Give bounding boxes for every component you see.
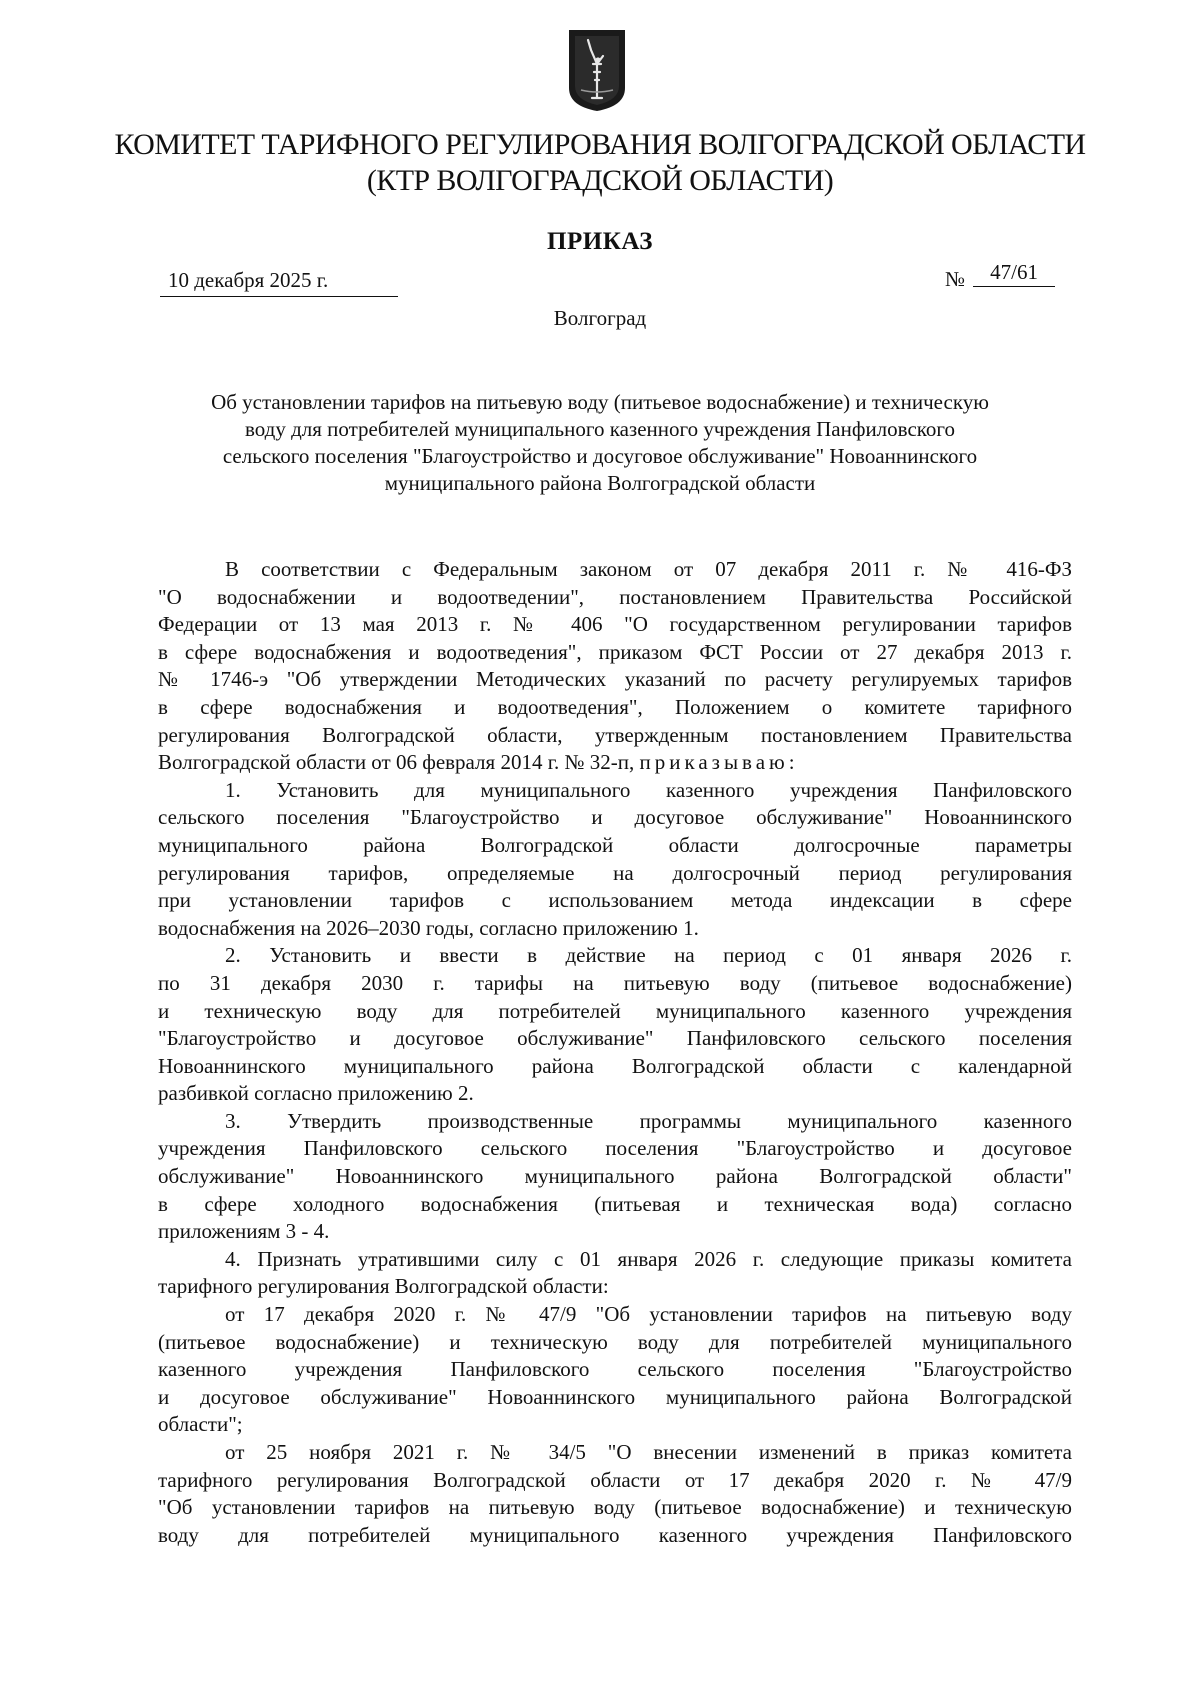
- body-line-text: регулирования Волгоградской области, утвержденным постановлением Правительства: [158, 722, 1072, 747]
- body-line: [158, 1384, 1072, 1412]
- body-line: [158, 970, 1072, 998]
- body-line: [158, 1053, 1072, 1081]
- body-line-text: при установлении тарифов с использованием метода индексации в сфере: [158, 888, 1072, 913]
- body-line: [158, 1329, 1072, 1357]
- body-line-text: "О водоснабжении и водоотведении", постановлением Правительства Российской: [158, 584, 1072, 609]
- body-line-text: от 17 декабря 2020 г. № 47/9 "Об установлении тарифов на питьевую воду: [225, 1302, 1072, 1327]
- body-line: [158, 1163, 1072, 1191]
- order-body: [158, 556, 1072, 1549]
- body-line-text: Федерации от 13 мая 2013 г. № 406 "О государственном регулировании тарифов: [158, 612, 1072, 637]
- body-line-text: водоснабжения на 2026–2030 годы, согласно приложению 1.: [158, 915, 699, 940]
- body-line: [158, 639, 1072, 667]
- body-line-text: В соответствии с Федеральным законом от 07 декабря 2011 г. № 416-ФЗ: [225, 557, 1072, 581]
- body-line-text: по 31 декабря 2030 г. тарифы на питьевую воду (питьевое водоснабжение): [158, 970, 1072, 995]
- body-line: [158, 694, 1072, 722]
- body-line: [158, 1301, 1072, 1329]
- body-line-text: регулирования тарифов, определяемые на долгосрочный период регулирования: [158, 860, 1072, 885]
- body-line-text: 3. Утвердить производственные программы муниципального казенного: [225, 1108, 1072, 1133]
- body-line-text: казенного учреждения Панфиловского сельского поселения "Благоустройство: [158, 1357, 1072, 1382]
- body-line: [158, 1080, 1072, 1108]
- body-line: [158, 1522, 1072, 1550]
- body-line: [158, 832, 1072, 860]
- body-line: [158, 1246, 1072, 1274]
- order-number: 47/61: [973, 258, 1055, 287]
- body-line-text: обслуживание" Новоаннинского муниципального района Волгоградской области": [158, 1164, 1072, 1189]
- body-line-text: "Об установлении тарифов на питьевую воду (питьевое водоснабжение) и техническую: [158, 1495, 1072, 1520]
- order-city: Волгоград: [553, 306, 647, 330]
- body-line-text: в сфере водоснабжения и водоотведения", Положением о комитете тарифного: [158, 694, 1072, 719]
- body-line: [158, 1467, 1072, 1495]
- order-subject: [150, 389, 1050, 497]
- subject-line: воду для потребителей муниципального казенного учреждения Панфиловского: [244, 417, 956, 441]
- body-line: [158, 777, 1072, 805]
- body-line-text: тарифного регулирования Волгоградской области:: [158, 1274, 609, 1299]
- body-line: [158, 1218, 1072, 1246]
- body-line-text: приложениям 3 - 4.: [158, 1219, 330, 1244]
- body-line: [158, 722, 1072, 750]
- body-line: [158, 998, 1072, 1026]
- subject-line: Об установлении тарифов на питьевую воду (питьевое водоснабжение) и техническую: [211, 390, 989, 414]
- order-number-block: [945, 260, 1055, 293]
- body-line-text: и досуговое обслуживание" Новоаннинского муниципального района Волгоградской: [158, 1384, 1072, 1409]
- body-line: [158, 1494, 1072, 1522]
- body-line: [158, 1025, 1072, 1053]
- body-line-text: тарифного регулирования Волгоградской области от 17 декабря 2020 г. № 47/9: [158, 1467, 1072, 1492]
- body-line-text: Волгоградской области от 06 февраля 2014 г. № 32-п,: [158, 750, 635, 775]
- body-line: [158, 804, 1072, 832]
- body-line-text: (питьевое водоснабжение) и техническую воду для потребителей муниципального: [158, 1329, 1072, 1354]
- body-line-text: муниципального района Волгоградской области долгосрочные параметры: [158, 832, 1072, 857]
- body-line: [158, 942, 1072, 970]
- body-line: [158, 749, 1072, 777]
- body-line-text: учреждения Панфиловского сельского поселения "Благоустройство и досуговое: [158, 1136, 1072, 1161]
- body-line-text: 2. Установить и ввести в действие на период с 01 января 2026 г.: [225, 943, 1072, 968]
- subject-line: сельского поселения "Благоустройство и досуговое обслуживание" Новоаннинского: [222, 444, 978, 468]
- body-line-text: 4. Признать утратившими силу с 01 января 2026 г. следующие приказы комитета: [225, 1246, 1072, 1271]
- document-type-heading: ПРИКАЗ: [547, 228, 653, 255]
- body-line: [158, 1135, 1072, 1163]
- body-line: [158, 666, 1072, 694]
- body-line-text: сельского поселения "Благоустройство и досуговое обслуживание" Новоаннинского: [158, 805, 1072, 830]
- body-line: [158, 1411, 1072, 1439]
- number-sign: №: [945, 267, 966, 291]
- body-line: [158, 584, 1072, 612]
- body-line-text: области";: [158, 1412, 243, 1437]
- body-line: [158, 1439, 1072, 1467]
- body-line-text: в сфере холодного водоснабжения (питьевая и техническая вода) согласно: [158, 1191, 1072, 1216]
- body-line-text: Новоаннинского муниципального района Волгоградской области с календарной: [158, 1053, 1072, 1078]
- body-line: [158, 1273, 1072, 1301]
- subject-line: муниципального района Волгоградской области: [384, 471, 816, 495]
- body-line: [158, 611, 1072, 639]
- order-date: 10 декабря 2025 г.: [160, 266, 398, 297]
- body-line-text: и техническую воду для потребителей муниципального казенного учреждения: [158, 998, 1072, 1023]
- body-line: [158, 860, 1072, 888]
- body-line: [158, 915, 1072, 943]
- body-line-text: в сфере водоснабжения и водоотведения", приказом ФСТ России от 27 декабря 2013 г.: [158, 639, 1072, 664]
- body-line: [158, 1108, 1072, 1136]
- body-line: [158, 1356, 1072, 1384]
- body-line-text: № 1746-э "Об утверждении Методических указаний по расчету регулируемых тарифов: [158, 667, 1072, 692]
- organization-name: КОМИТЕТ ТАРИФНОГО РЕГУЛИРОВАНИЯ ВОЛГОГРАДСКОЙ ОБЛАСТИ: [114, 128, 1086, 161]
- organization-abbreviation: (КТР ВОЛГОГРАДСКОЙ ОБЛАСТИ): [366, 164, 834, 197]
- body-line-text: "Благоустройство и досуговое обслуживание" Панфиловского сельского поселения: [158, 1026, 1072, 1051]
- body-line: [158, 887, 1072, 915]
- body-line: [158, 1191, 1072, 1219]
- body-line: [158, 556, 1072, 584]
- order-directive-word: приказываю:: [639, 750, 799, 775]
- body-line-text: воду для потребителей муниципального казенного учреждения Панфиловского: [158, 1522, 1072, 1547]
- body-line-text: от 25 ноября 2021 г. № 34/5 "О внесении изменений в приказ комитета: [225, 1440, 1072, 1464]
- body-line-text: разбивкой согласно приложению 2.: [158, 1081, 474, 1106]
- volgograd-coat-of-arms-icon: [567, 28, 627, 113]
- body-line-text: 1. Установить для муниципального казенного учреждения Панфиловского: [225, 777, 1072, 802]
